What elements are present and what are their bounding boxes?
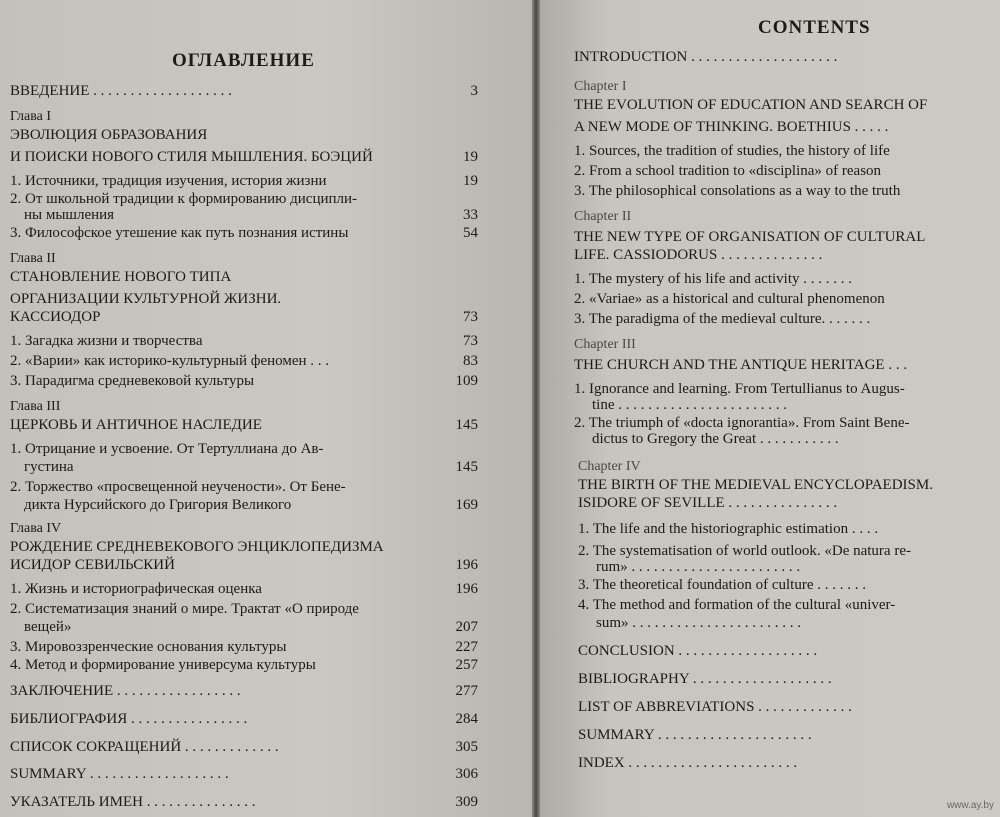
toc-entry-ru: Глава IV	[10, 521, 62, 536]
toc-entry-en: Chapter III	[574, 337, 636, 352]
toc-page-number: 169	[455, 497, 478, 513]
toc-entry-en: Chapter IV	[578, 459, 641, 474]
toc-entry-ru: Глава II	[10, 251, 56, 266]
page-title-ru: ОГЛАВЛЕНИЕ	[172, 50, 315, 71]
toc-entry-en: 3. The philosophical consolations as a way to the truth	[574, 183, 901, 199]
toc-page-number: 309	[455, 794, 478, 810]
toc-page-number: 284	[455, 711, 478, 727]
toc-entry-en: THE EVOLUTION OF EDUCATION AND SEARCH OF	[574, 97, 928, 113]
toc-entry-ru: 3. Мировоззренческие основания культуры	[10, 639, 287, 655]
toc-entry-ru: ИСИДОР СЕВИЛЬСКИЙ	[10, 557, 175, 573]
toc-entry-en: 2. The systematisation of world outlook. «De natura re-	[578, 543, 911, 559]
toc-entry-ru: 1. Отрицание и усвоение. От Тертуллиана до Ав-	[10, 441, 324, 457]
toc-entry-ru: ЗАКЛЮЧЕНИЕ . . . . . . . . . . . . . . . . .	[10, 683, 241, 699]
toc-entry-en: 2. From a school tradition to «disciplina» of reason	[574, 163, 882, 179]
toc-entry-en: 2. The triumph of «docta ignorantia». From Saint Bene-	[574, 415, 910, 431]
toc-entry-en: THE NEW TYPE OF ORGANISATION OF CULTURAL	[574, 229, 926, 245]
toc-page-number: 19	[463, 149, 478, 165]
toc-entry-ru: 4. Метод и формирование универсума культуры	[10, 657, 316, 673]
toc-page-number: 207	[455, 619, 478, 635]
toc-entry-en: CONCLUSION . . . . . . . . . . . . . . . . . . .	[578, 643, 818, 659]
toc-entry-ru: 3. Парадигма средневековой культуры	[10, 373, 255, 389]
toc-entry-en: Chapter I	[574, 79, 627, 94]
toc-entry-en: SUMMARY . . . . . . . . . . . . . . . . . . . . .	[578, 727, 812, 743]
page-title-en: CONTENTS	[758, 17, 871, 38]
toc-entry-ru: БИБЛИОГРАФИЯ . . . . . . . . . . . . . . . .	[10, 711, 248, 727]
toc-page-number: 305	[455, 739, 478, 755]
watermark: www.ay.by	[946, 800, 994, 811]
toc-entry-ru: SUMMARY . . . . . . . . . . . . . . . . . . .	[10, 766, 229, 782]
toc-page-number: 227	[455, 639, 478, 655]
toc-entry-ru: 1. Источники, традиция изучения, история жизни	[10, 173, 327, 189]
toc-entry-en: INDEX . . . . . . . . . . . . . . . . . . . . . . .	[578, 755, 798, 771]
toc-entry-en: ISIDORE OF SEVILLE . . . . . . . . . . . . . . .	[578, 495, 838, 511]
toc-entry-ru: ны мышления	[24, 207, 115, 223]
toc-entry-en: THE CHURCH AND THE ANTIQUE HERITAGE . . .	[574, 357, 908, 373]
toc-page-number: 19	[463, 173, 478, 189]
toc-entry-ru: 3. Философское утешение как путь познания истины	[10, 225, 349, 241]
toc-entry-ru: ЭВОЛЮЦИЯ ОБРАЗОВАНИЯ	[10, 127, 208, 143]
toc-entry-ru: 2. Систематизация знаний о мире. Трактат «О природе	[10, 601, 359, 617]
toc-entry-en: 3. The paradigma of the medieval culture. . . . . . .	[574, 311, 871, 327]
toc-entry-en: LIST OF ABBREVIATIONS . . . . . . . . . . . . .	[578, 699, 852, 715]
toc-entry-en: 1. Sources, the tradition of studies, the history of life	[574, 143, 890, 159]
toc-entry-ru: ОРГАНИЗАЦИИ КУЛЬТУРНОЙ ЖИЗНИ.	[10, 291, 282, 307]
toc-entry-en: 3. The theoretical foundation of culture . . . . . . .	[578, 577, 866, 593]
toc-page-number: 145	[455, 417, 478, 433]
toc-entry-en: tine . . . . . . . . . . . . . . . . . . . . . . .	[592, 397, 787, 413]
toc-page-number: 306	[455, 766, 478, 782]
toc-entry-ru: Глава III	[10, 399, 61, 414]
book-gutter	[532, 0, 540, 817]
toc-entry-en: dictus to Gregory the Great . . . . . . . . . . .	[592, 431, 839, 447]
toc-entry-en: 2. «Variae» as a historical and cultural phenomenon	[574, 291, 885, 307]
toc-entry-ru: вещей»	[24, 619, 72, 635]
toc-entry-ru: УКАЗАТЕЛЬ ИМЕН . . . . . . . . . . . . . . .	[10, 794, 256, 810]
right-page	[540, 0, 1000, 817]
toc-entry-ru: ВВЕДЕНИЕ . . . . . . . . . . . . . . . . . . .	[10, 83, 232, 99]
toc-entry-en: 1. The life and the historiographic estimation . . . .	[578, 521, 879, 537]
toc-entry-ru: 2. Торжество «просвещенной неучености». От Бене-	[10, 479, 346, 495]
toc-entry-ru: 2. От школьной традиции к формированию дисципли-	[10, 191, 358, 207]
toc-entry-ru: КАССИОДОР	[10, 309, 101, 325]
toc-page-number: 73	[463, 333, 478, 349]
toc-entry-ru: ЦЕРКОВЬ И АНТИЧНОЕ НАСЛЕДИЕ	[10, 417, 262, 433]
toc-entry-ru: 2. «Варии» как историко-культурный феномен . . .	[10, 353, 330, 369]
toc-entry-en: 4. The method and formation of the cultural «univer-	[578, 597, 896, 613]
toc-page-number: 196	[455, 557, 478, 573]
toc-entry-en: rum» . . . . . . . . . . . . . . . . . . . . . . .	[596, 559, 801, 575]
toc-page-number: 54	[463, 225, 478, 241]
toc-page-number: 145	[455, 459, 478, 475]
toc-entry-en: THE BIRTH OF THE MEDIEVAL ENCYCLOPAEDISM.	[578, 477, 933, 493]
toc-entry-ru: дикта Нурсийского до Григория Великого	[24, 497, 292, 513]
toc-entry-ru: И ПОИСКИ НОВОГО СТИЛЯ МЫШЛЕНИЯ. БОЭЦИЙ	[10, 149, 373, 165]
toc-entry-ru: РОЖДЕНИЕ СРЕДНЕВЕКОВОГО ЭНЦИКЛОПЕДИЗМА	[10, 539, 384, 555]
toc-page-number: 3	[470, 83, 478, 99]
toc-entry-en: INTRODUCTION . . . . . . . . . . . . . . . . . . . .	[574, 49, 838, 65]
toc-page-number: 257	[455, 657, 478, 673]
toc-page-number: 33	[463, 207, 478, 223]
toc-entry-en: A NEW MODE OF THINKING. BOETHIUS . . . . .	[574, 119, 889, 135]
toc-entry-ru: густина	[24, 459, 74, 475]
toc-entry-ru: 1. Жизнь и историографическая оценка	[10, 581, 262, 597]
toc-entry-ru: 1. Загадка жизни и творчества	[10, 333, 203, 349]
toc-page-number: 73	[463, 309, 478, 325]
toc-entry-en: 1. The mystery of his life and activity . . . . . . .	[574, 271, 853, 287]
toc-entry-ru: СТАНОВЛЕНИЕ НОВОГО ТИПА	[10, 269, 232, 285]
toc-page-number: 196	[455, 581, 478, 597]
toc-entry-en: LIFE. CASSIODORUS . . . . . . . . . . . . . .	[574, 247, 823, 263]
toc-page-number: 277	[455, 683, 478, 699]
toc-entry-en: Chapter II	[574, 209, 632, 224]
toc-page-number: 109	[455, 373, 478, 389]
toc-entry-ru: СПИСОК СОКРАЩЕНИЙ . . . . . . . . . . . . .	[10, 739, 279, 755]
toc-entry-en: BIBLIOGRAPHY . . . . . . . . . . . . . . . . . . .	[578, 671, 832, 687]
toc-page-number: 83	[463, 353, 478, 369]
toc-entry-ru: Глава I	[10, 109, 52, 124]
toc-entry-en: 1. Ignorance and learning. From Tertullianus to Augus-	[574, 381, 905, 397]
toc-entry-en: sum» . . . . . . . . . . . . . . . . . . . . . . .	[596, 615, 802, 631]
